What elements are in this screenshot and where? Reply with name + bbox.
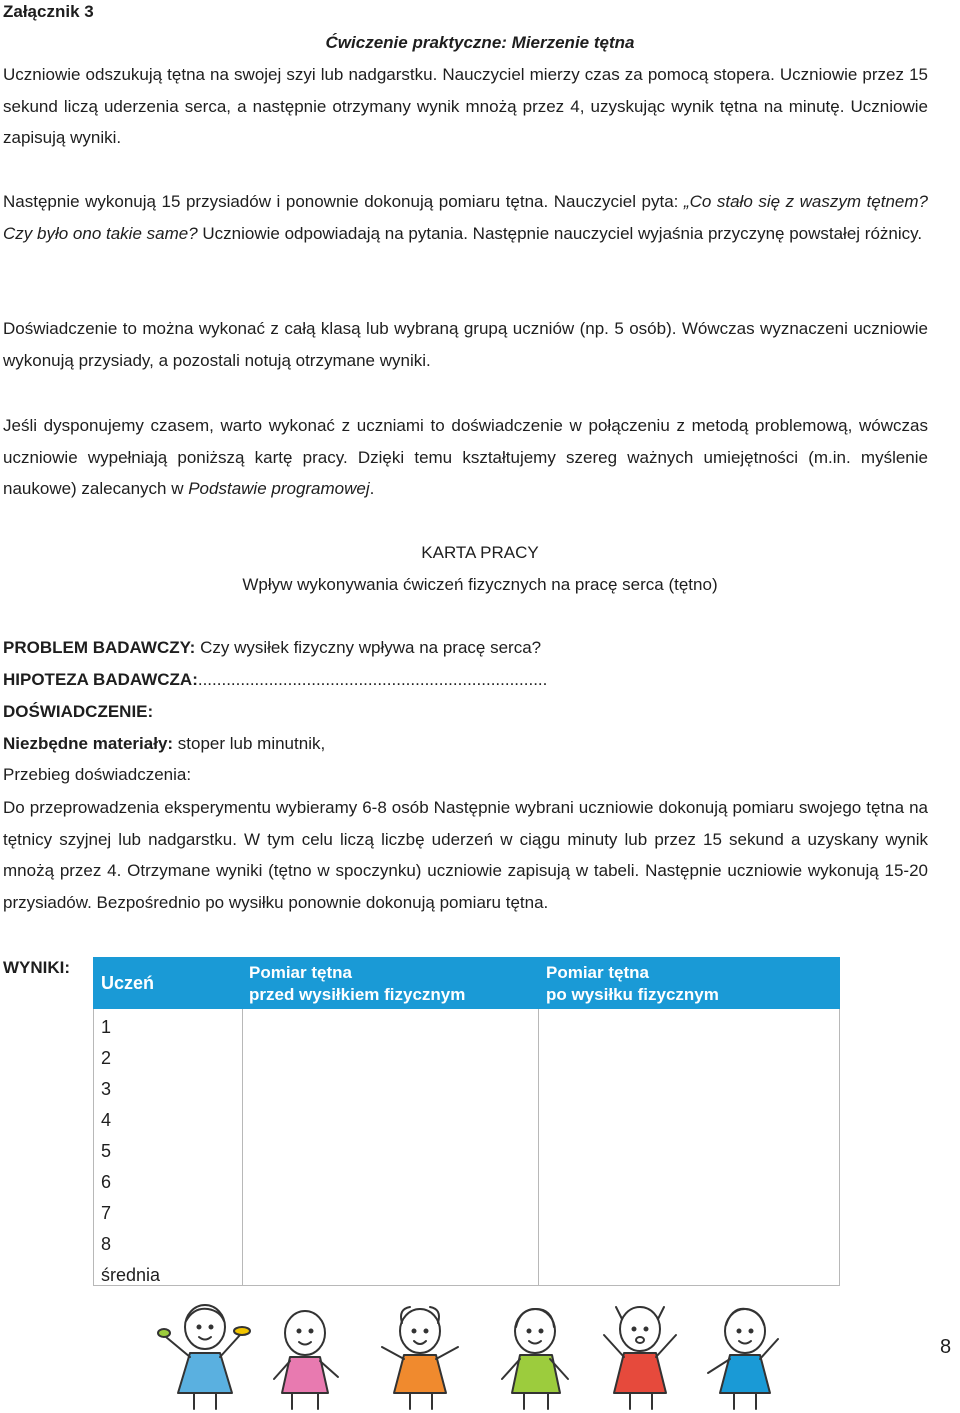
table-row-label: 3 [101, 1079, 112, 1099]
results-table [93, 957, 840, 1287]
child-figure [708, 1309, 778, 1409]
materials-line [3, 734, 325, 754]
worksheet-title: KARTA PRACY [421, 543, 539, 562]
exercise-title: Ćwiczenie praktyczne: Mierzenie tętna [325, 33, 635, 52]
hypothesis-label: HIPOTEZA BADAWCZA: [3, 670, 198, 689]
worksheet-subtitle: Wpływ wykonywania ćwiczeń fizycznych na pracę serca (tętno) [242, 575, 718, 594]
child-figure [382, 1307, 458, 1409]
intro-paragraph [3, 59, 928, 154]
procedure-paragraph [3, 792, 928, 918]
results-table-header [93, 957, 840, 1009]
intro-text: Uczniowie odszukują tętna na swojej szyi lub nadgarstku. Nauczyciel mierzy czas za pomocą stopera. Uczniowie przez 15 sekund liczą uderzenia serca, a następnie otrzymany wynik mnożą przez 4, uzyskując wynik tętna na minutę. Uczniowie zapisują wyniki. [3, 65, 928, 147]
class-text: Doświadczenie to można wykonać z całą klasą lub wybraną grupą uczniów (np. 5 osób). Wówczas wyznaczeni uczniowie wykonują przysiady, a pozostali notują otrzymane wyniki. [3, 319, 928, 370]
col-header-before [249, 962, 465, 1006]
column-divider [242, 1009, 243, 1285]
method-paragraph [3, 410, 928, 505]
child-figure [158, 1305, 250, 1409]
procedure-label: Przebieg doświadczenia: [3, 765, 192, 784]
problem-label: PROBLEM BADAWCZY: [3, 638, 196, 657]
results-label: WYNIKI: [3, 958, 71, 977]
child-figure [604, 1307, 676, 1409]
research-problem [3, 638, 541, 658]
col-header-after [546, 962, 719, 1006]
squats-text-a: Następnie wykonują 15 przysiadów i ponownie dokonują pomiaru tętna. Nauczyciel pyta: [3, 192, 684, 211]
col-header-after-line2: po wysiłku fizycznym [546, 985, 719, 1004]
problem-text: Czy wysiłek fizyczny wpływa na pracę serca? [195, 638, 542, 657]
squats-paragraph [3, 186, 928, 249]
child-figure [502, 1309, 568, 1409]
squats-text-b: Uczniowie odpowiadają na pytania. Następnie nauczyciel wyjaśnia przyczynę powstałej różnicy. [197, 223, 923, 243]
table-row-label: 4 [101, 1110, 112, 1130]
column-divider [538, 1009, 539, 1285]
table-row-label: 2 [101, 1048, 112, 1068]
table-row-label: 5 [101, 1141, 112, 1161]
child-figure [274, 1311, 338, 1409]
results-table-body [93, 1009, 840, 1286]
materials-text: stoper lub minutnik, [173, 734, 326, 753]
col-header-before-line1: Pomiar tętna [249, 963, 352, 982]
table-row-label: średnia [101, 1265, 161, 1285]
col-header-student: Uczeń [101, 973, 155, 993]
col-header-before-line2: przed wysiłkiem fizycznym [249, 985, 466, 1004]
class-paragraph [3, 313, 928, 376]
materials-label: Niezbędne materiały: [3, 734, 174, 753]
table-row-label: 7 [101, 1203, 112, 1223]
method-text-a: Jeśli dysponujemy czasem, warto wykonać z uczniami to doświadczenie w połączeniu z metodą problemową, wówczas uczniowie wypełniają poniższą kartę pracy. Dzięki temu kształtujemy szereg ważnych umiejętności (m.in. myślenie naukowe) zalecanych w [3, 416, 928, 498]
table-row-label: 1 [101, 1017, 112, 1037]
table-row-label: 8 [101, 1234, 112, 1254]
hypothesis-blank: .......................................................................... [197, 670, 548, 689]
method-text-b: . [369, 479, 375, 498]
table-row-label: 6 [101, 1172, 112, 1192]
experiment-label: DOŚWIADCZENIE: [3, 702, 154, 721]
curriculum-reference: Podstawie programowej [188, 479, 370, 498]
col-header-after-line1: Pomiar tętna [546, 963, 649, 982]
page-number: 8 [940, 1336, 952, 1358]
research-hypothesis [3, 670, 547, 690]
attachment-label: Załącznik 3 [3, 2, 94, 21]
procedure-text: Do przeprowadzenia eksperymentu wybieramy 6-8 osób Następnie wybrani uczniowie dokonują pomiaru swojego tętna na tętnicy szyjnej lub nadgarstku. W tym celu liczą liczbę uderzeń w ciągu minuty lub przez 15 sekund a uzyskany wynik mnożą przez 4. Otrzymane wyniki (tętno w spoczynku) uczniowie zapisują w tabeli. Następnie uczniowie wykonują 15-20 przysiadów. Bezpośrednio po wysiłku ponownie dokonują pomiaru tętna. [3, 798, 928, 912]
children-illustration [120, 1297, 820, 1413]
teacher-question: „Co stało się z waszym tętnem? Czy było ono takie same? [3, 192, 928, 243]
